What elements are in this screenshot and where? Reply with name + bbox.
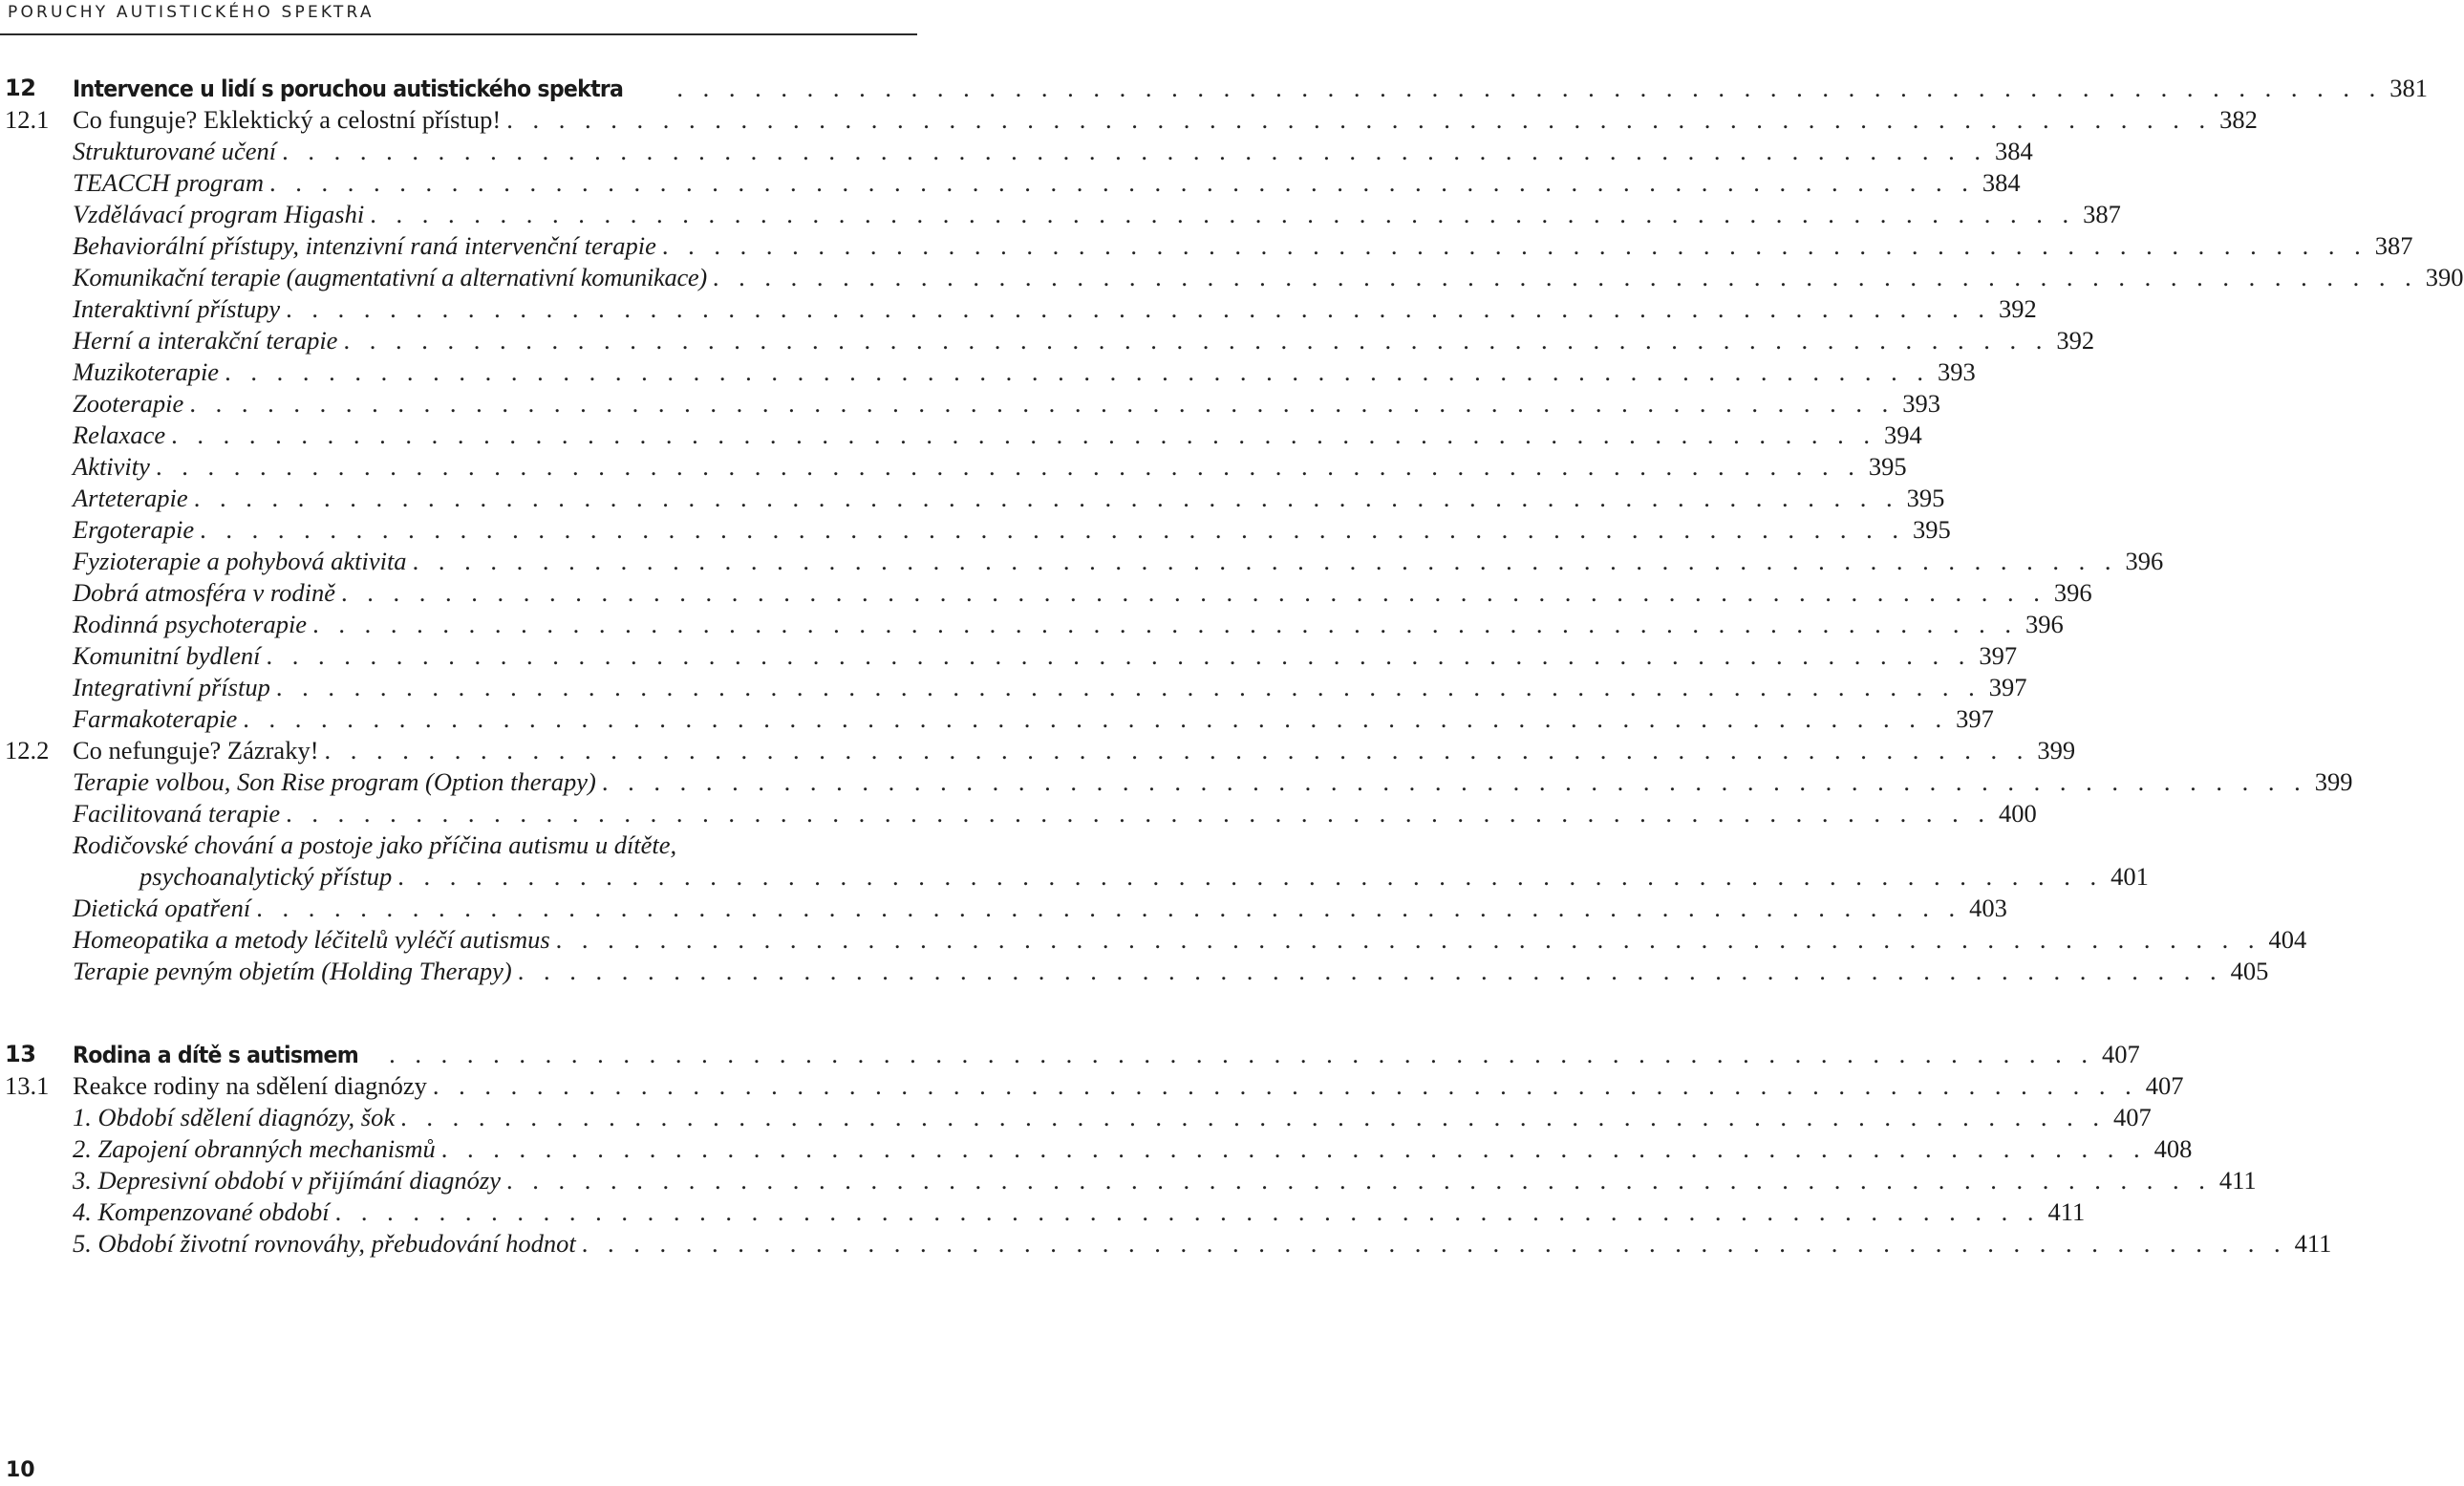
toc-entry[interactable] <box>0 388 1940 420</box>
dot-leader: . . . . . . . . . . . . . . . . . . . . . . . . . . . . . . . . . . . . . . . . . . . . . . . . . . . . . . . . . . . . . . . . . . <box>171 420 1876 449</box>
dot-leader: . . . . . . . . . . . . . . . . . . . . . . . . . . . . . . . . . . . . . . . . . . . . . . . . . . . . . . . . . . . . . . . . . . <box>370 200 2076 228</box>
dot-leader: . . . . . . . . . . . . . . . . . . . . . . . . . . . . . . . . . . . . . . . . . . . . . . . . . . . . . . . . . . . . . . . . . . <box>225 357 1930 386</box>
page-number: 407 <box>2145 1071 2184 1100</box>
page-number: 384 <box>1995 137 2033 165</box>
dot-leader: . . . . . . . . . . . . . . . . . . . . . . . . . . . . . . . . . . . . . . . . . . . . . . . . . . . . . . . . . . . . . . . . . . <box>397 862 2104 891</box>
page-number: 393 <box>1937 357 1976 386</box>
entry-title: Herní a interakční terapie <box>73 326 338 355</box>
page-number: 397 <box>1988 673 2027 701</box>
dot-leader: . . . . . . . . . . . . . . . . . . . . . . . . . . . . . . . . . . . . . . . . . . . . . . . . . . . . . . . . . . . . . . . . . . <box>517 957 2223 985</box>
dot-leader: . . . . . . . . . . . . . . . . . . . . . . . . . . . . . . . . . . . . . . . . . . . . . . . . . . . . . . . . . . . . . . . . . . <box>155 452 1861 481</box>
dot-leader: . . . . . . . . . . . . . . . . . . . . . . . . . . . . . . . . . . . . . . . . . . . . . . . . . . . . . . . . . . . . . . . . . . <box>282 137 1988 165</box>
entry-title: Fyzioterapie a pohybová aktivita <box>73 547 407 575</box>
toc-section-12-1[interactable] <box>0 104 2258 136</box>
page-number: 397 <box>1979 641 2018 670</box>
entry-title: Aktivity <box>73 452 150 481</box>
page-number: 396 <box>2125 547 2164 575</box>
toc-section-12-2[interactable] <box>0 735 2076 766</box>
entry-title: Rodinná psychoterapie <box>73 610 308 638</box>
entry-title: Behaviorální přístupy, intenzivní raná intervenční terapie <box>73 231 656 260</box>
toc-entry[interactable] <box>0 1102 2152 1133</box>
toc-entry[interactable] <box>0 483 1945 514</box>
section-title: Co funguje? Eklektický a celostní přístup! <box>73 105 502 134</box>
dot-leader: . . . . . . . . . . . . . . . . . . . . . . . . . . . . . . . . . . . . . . . . . . . . . . . . . . . . . . . . . . . . . . . . . . <box>193 484 1899 512</box>
page-number: 408 <box>2153 1134 2193 1163</box>
page-folio: 10 <box>6 1458 35 1482</box>
toc-entry[interactable] <box>0 766 2353 798</box>
entry-title: 4. Kompenzované období <box>73 1197 330 1226</box>
dot-leader: . . . . . . . . . . . . . . . . . . . . . . . . . . . . . . . . . . . . . . . . . . . . . . . . . . . . . . . . . . . . . . . . . . <box>341 578 2046 607</box>
running-head: PORUCHY AUTISTICKÉHO SPEKTRA <box>8 3 375 22</box>
toc-entry[interactable] <box>0 893 2007 924</box>
dot-leader: . . . . . . . . . . . . . . . . . . . . . . . . . . . . . . . . . . . . . . . . . . . . . . . . . . . . . . . . . . . . . . . . . . <box>200 515 1905 544</box>
toc-entry-first-line[interactable]: Rodičovské chování a postoje jako příčina autismu u dítěte, <box>73 830 677 859</box>
page-number: 407 <box>2101 1040 2140 1068</box>
dot-leader: . . . . . . . . . . . . . . . . . . . . . . . . . . . . . . . . . . . . . . . . . . . . . . . . . . . . . . . . . . . . . . . . . . <box>266 641 1972 670</box>
entry-title: Komunikační terapie (augmentativní a alternativní komunikace) <box>73 263 707 291</box>
dot-leader: . . . . . . . . . . . . . . . . . . . . . . . . . . . . . . . . . . . . . . . . . . . . . . . . . . . . . . . . . . . . . . . . . . <box>661 231 2368 260</box>
dot-leader: . . . . . . . . . . . . . . . . . . . . . . . . . . . . . . . . . . . . . . . . . . . . . . . . . . . . . . . . . . . . . . . . . . <box>343 326 2049 355</box>
dot-leader: . . . . . . . . . . . . . . . . . . . . . . . . . . . . . . . . . . . . . . . . . . . . . . . . . . . . . . . . . . . . . . . . . . <box>432 1071 2138 1100</box>
page-number: 382 <box>2219 105 2258 134</box>
dot-leader: . . . . . . . . . . . . . . . . . . . . . . . . . . . . . . . . . . . . . . . . . . . . . . . . . . . . . . . . . . . . . . . . . . <box>440 1134 2147 1163</box>
entry-title: Komunitní bydlení <box>73 641 261 670</box>
dot-leader: . . . . . . . . . . . . . . . . . . . . . . . . . . . . . . . . . . . . . . . . . . . . . . . . . . . . . . . . . . . . . . . . . . <box>324 736 2030 765</box>
page-number: 394 <box>1883 420 1922 449</box>
page-number: 400 <box>1998 799 2037 828</box>
entry-title: Muzikoterapie <box>73 357 220 386</box>
toc-chapter-13[interactable] <box>0 1039 2140 1070</box>
entry-title: TEACCH program <box>73 168 265 197</box>
section-number: 13.1 <box>5 1071 50 1100</box>
dot-leader: . . . . . . . . . . . . . . . . . . . . . . . . . . . . . . . . . . . . . . . . . . . . . . . . . . . . . . . . . . . . . . . . . . <box>189 389 1896 418</box>
entry-title: 5. Období životní rovnováhy, přebudování hodnot <box>73 1229 576 1258</box>
entry-title: Vzdělávací program Higashi <box>73 200 365 228</box>
dot-leader: . . . . . . . . . . . . . . . . . . . . . . . . . . . . . . . . . . . . . . . . . . . . . . . . . . . . . . . . . . . . . . . . . . <box>400 1103 2106 1131</box>
toc-entry[interactable] <box>0 262 2464 293</box>
dot-leader: . . . . . . . . . . . . . . . . . . . . . . . . . . . . . . . . . . . . . . . . . . . . . . . . . . . . . . . . . . . . . . . . . . <box>269 168 1975 197</box>
entry-title: Arteterapie <box>73 484 188 512</box>
dot-leader: . . . . . . . . . . . . . . . . . . . . . . . . . . . . . . . . . . . . . . . . . . . . . . . . . . . . . . . . . . . . . . . . . . <box>601 767 2307 796</box>
chapter-title: Rodina a dítě s autismem <box>73 1042 359 1068</box>
dot-leader: . . . . . . . . . . . . . . . . . . . . . . . . . . . . . . . . . . . . . . . . . . . . . . . . . . . . . . . . . . . . . . . . . . <box>256 894 1962 922</box>
entry-title: Relaxace <box>73 420 166 449</box>
toc-entry[interactable] <box>0 546 2164 577</box>
toc-entry[interactable] <box>0 672 2027 703</box>
page-number: 396 <box>2053 578 2092 607</box>
page-number: 404 <box>2268 925 2307 954</box>
toc-entry[interactable] <box>0 514 1951 546</box>
page-number: 399 <box>2037 736 2076 765</box>
page-number: 396 <box>2025 610 2064 638</box>
toc-entry[interactable] <box>0 451 1907 483</box>
section-number: 12.1 <box>5 105 50 134</box>
page-number: 395 <box>1868 452 1907 481</box>
chapter-number: 13 <box>5 1041 36 1067</box>
entry-title: Homeopatika a metody léčitelů vyléčí autismus <box>73 925 550 954</box>
entry-title: Strukturované učení <box>73 137 277 165</box>
dot-leader: . . . . . . . . . . . . . . . . . . . . . . . . . . . . . . . . . . . . . . . . . . . . . . . . . . . . . . . . . . . . . . . . . . <box>243 704 1949 733</box>
toc-entry[interactable] <box>0 577 2092 609</box>
dot-leader: . . . . . . . . . . . . . . . . . . . . . . . . . . . . . . . . . . . . . . . . . . . . . . . . . . . . . . . . . . . . . . . . . . <box>286 799 1991 828</box>
entry-title: Dobrá atmosféra v rodině <box>73 578 336 607</box>
page-number: 407 <box>2113 1103 2152 1131</box>
toc-entry[interactable] <box>0 230 2413 262</box>
dot-leader: . . . . . . . . . . . . . . . . . . . . . . . . . . . . . . . . . . . . . . . . . . . . . . . . . . . . . . . . . . . . . . . . . . <box>555 925 2261 954</box>
toc-entry[interactable] <box>0 956 2269 987</box>
toc-entry[interactable] <box>0 136 2033 167</box>
dot-leader: . . . . . . . . . . . . . . . . . . . . . . . . . . . . . . . . . . . . . . . . . . . . . . . . . . . . . . . . . . . . . . . . . . <box>286 294 1991 323</box>
toc-entry[interactable] <box>0 1196 2086 1228</box>
toc-section-13-1[interactable] <box>0 1070 2184 1102</box>
page-number: 411 <box>2294 1229 2332 1258</box>
toc-entry[interactable] <box>0 703 1994 735</box>
toc-entry[interactable] <box>0 293 2037 325</box>
page-number: 390 <box>2425 263 2464 291</box>
page-number: 384 <box>1982 168 2021 197</box>
dot-leader: . . . . . . . . . . . . . . . . . . . . . . . . . . . . . . . . . . . . . . . . . . . . . . . . . . . . . . . . . . . . . . . . . . <box>389 1040 2094 1068</box>
page-number: 403 <box>1969 894 2007 922</box>
page-number: 387 <box>2374 231 2413 260</box>
toc-entry[interactable] <box>0 924 2307 956</box>
page-number: 405 <box>2230 957 2269 985</box>
entry-title: Terapie pevným objetím (Holding Therapy) <box>73 957 512 985</box>
page-number: 393 <box>1902 389 1940 418</box>
entry-title: Ergoterapie <box>73 515 195 544</box>
entry-title: Farmakoterapie <box>73 704 238 733</box>
dot-leader: . . . . . . . . . . . . . . . . . . . . . . . . . . . . . . . . . . . . . . . . . . . . . . . . . . . . . . . . . . . . . . . . . . <box>712 263 2418 291</box>
entry-title: Interaktivní přístupy <box>73 294 281 323</box>
toc-entry[interactable] <box>0 199 2121 230</box>
section-title: Co nefunguje? Zázraky! <box>73 736 319 765</box>
toc-entry[interactable] <box>0 798 2037 829</box>
toc-entry-continuation[interactable] <box>0 861 2149 893</box>
chapter-number: 12 <box>5 75 36 101</box>
page-number: 411 <box>2047 1197 2086 1226</box>
page-number: 387 <box>2083 200 2121 228</box>
toc-entry[interactable] <box>0 609 2064 640</box>
entry-title: 2. Zapojení obranných mechanismů <box>73 1134 436 1163</box>
entry-title: 1. Období sdělení diagnózy, šok <box>73 1103 396 1131</box>
page-number: 395 <box>1912 515 1951 544</box>
page-number: 395 <box>1906 484 1945 512</box>
page-number: 392 <box>1999 294 2037 323</box>
toc-entry[interactable] <box>0 1228 2332 1260</box>
toc-chapter-12[interactable] <box>0 73 2428 104</box>
toc-entry[interactable] <box>0 640 2018 672</box>
entry-title-continuation: psychoanalytický přístup <box>139 862 393 891</box>
page-number: 397 <box>1956 704 1994 733</box>
page-number: 381 <box>2389 74 2428 102</box>
chapter-title: Intervence u lidí s poruchou autistického spektra <box>73 75 624 102</box>
entry-title: 3. Depresivní období v přijímání diagnózy <box>73 1166 502 1195</box>
entry-title: Dietická opatření <box>73 894 251 922</box>
dot-leader: . . . . . . . . . . . . . . . . . . . . . . . . . . . . . . . . . . . . . . . . . . . . . . . . . . . . . . . . . . . . . . . . . . <box>275 673 1982 701</box>
section-title: Reakce rodiny na sdělení diagnózy <box>73 1071 427 1100</box>
entry-title: Zooterapie <box>73 389 184 418</box>
toc-entry[interactable] <box>0 325 2095 356</box>
page-number: 411 <box>2218 1166 2257 1195</box>
dot-leader: . . . . . . . . . . . . . . . . . . . . . . . . . . . . . . . . . . . . . . . . . . . . . . . . . . . . . . . . . . . . . . . . . . <box>312 610 2018 638</box>
dot-leader: . . . . . . . . . . . . . . . . . . . . . . . . . . . . . . . . . . . . . . . . . . . . . . . . . . . . . . . . . . . . . . . . . . <box>676 74 2383 102</box>
entry-title: Terapie volbou, Son Rise program (Option therapy) <box>73 767 596 796</box>
dot-leader: . . . . . . . . . . . . . . . . . . . . . . . . . . . . . . . . . . . . . . . . . . . . . . . . . . . . . . . . . . . . . . . . . . <box>412 547 2118 575</box>
section-number: 12.2 <box>5 736 50 765</box>
toc-entry[interactable] <box>0 1165 2257 1196</box>
page-number: 401 <box>2110 862 2149 891</box>
page-number: 392 <box>2056 326 2095 355</box>
page-number: 399 <box>2314 767 2353 796</box>
entry-title: Facilitovaná terapie <box>73 799 281 828</box>
toc-entry[interactable] <box>0 356 1976 388</box>
toc-entry[interactable] <box>0 1133 2193 1165</box>
toc-entry[interactable] <box>0 420 1922 451</box>
dot-leader: . . . . . . . . . . . . . . . . . . . . . . . . . . . . . . . . . . . . . . . . . . . . . . . . . . . . . . . . . . . . . . . . . . <box>334 1197 2041 1226</box>
dot-leader: . . . . . . . . . . . . . . . . . . . . . . . . . . . . . . . . . . . . . . . . . . . . . . . . . . . . . . . . . . . . . . . . . . <box>506 105 2213 134</box>
dot-leader: . . . . . . . . . . . . . . . . . . . . . . . . . . . . . . . . . . . . . . . . . . . . . . . . . . . . . . . . . . . . . . . . . . <box>581 1229 2287 1258</box>
toc-entry[interactable] <box>0 167 2021 199</box>
dot-leader: . . . . . . . . . . . . . . . . . . . . . . . . . . . . . . . . . . . . . . . . . . . . . . . . . . . . . . . . . . . . . . . . . . <box>506 1166 2212 1195</box>
entry-title: Integrativní přístup <box>73 673 270 701</box>
